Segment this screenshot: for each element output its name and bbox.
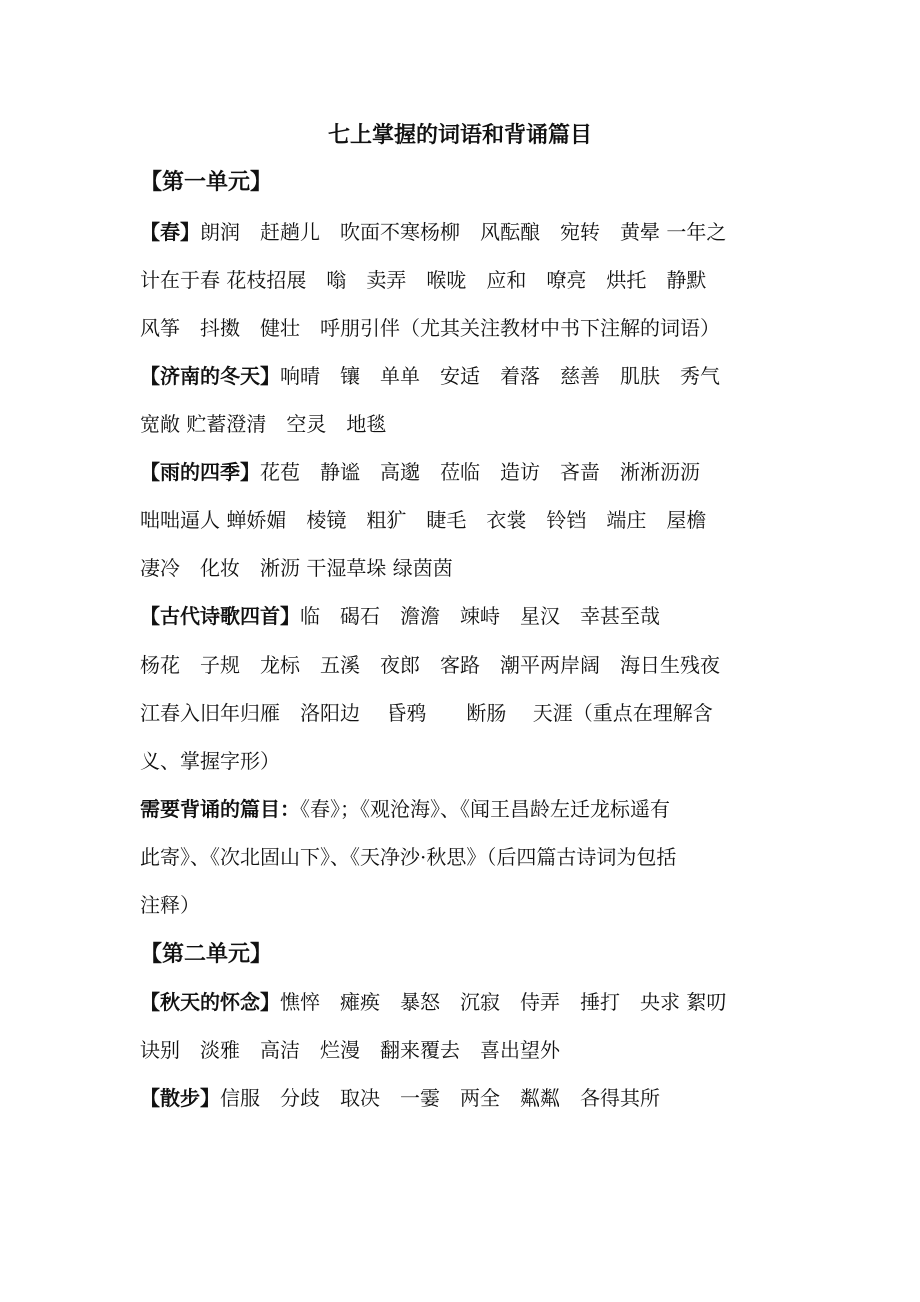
entry-yu-label: 【雨的四季】 [140, 460, 260, 484]
entry-qiutian-line-1 [140, 986, 800, 1018]
entry-gudai-line-4: 义、掌握字形） [140, 749, 280, 773]
entry-yu-line-1 [140, 456, 800, 488]
entry-chun-words: 朗润 赶趟儿 吹面不寒杨柳 风酝酿 宛转 黄晕 一年之 [200, 220, 727, 244]
entry-chun-line-3: 风筝 抖擞 健壮 呼朋引伴（尤其关注教材中书下注解的词语） [140, 316, 720, 340]
recite-label: 需要背诵的篇目： [140, 797, 300, 821]
entry-chun-line-2: 计在于春 花枝招展 嗡 卖弄 喉咙 应和 嘹亮 烘托 静默 [140, 268, 707, 292]
entry-qiutian-line-2: 诀别 淡雅 高洁 烂漫 翻来覆去 喜出望外 [140, 1038, 560, 1062]
entry-gudai-line-1 [140, 600, 800, 632]
recite-line-3: 注释） [140, 893, 200, 917]
entry-jinan-words: 响晴 镶 单单 安适 着落 慈善 肌肤 秀气 [280, 364, 720, 388]
unit-1-heading: 【第一单元】 [140, 169, 273, 195]
entry-sanbu-line-1 [140, 1082, 800, 1114]
entry-gudai-label: 【古代诗歌四首】 [140, 604, 300, 628]
entry-yu-words: 花苞 静谧 高邈 莅临 造访 吝啬 淅淅沥沥 [260, 460, 700, 484]
unit-2-heading: 【第二单元】 [140, 941, 273, 967]
recite-line-1 [140, 793, 800, 825]
entry-gudai-words: 临 碣石 澹澹 竦峙 星汉 幸甚至哉 [300, 604, 660, 628]
entry-chun-label: 【春】 [140, 220, 200, 244]
entry-qiutian-label: 【秋天的怀念】 [140, 990, 280, 1014]
entry-sanbu-words: 信服 分歧 取决 一霎 两全 粼粼 各得其所 [220, 1086, 660, 1110]
entry-jinan-label: 【济南的冬天】 [140, 364, 280, 388]
entry-jinan-line-1 [140, 360, 800, 392]
recite-line-2: 此寄》、《次北固山下》、《天净沙·秋思》（后四篇古诗词为包括 [140, 845, 677, 869]
page-title: 七上掌握的词语和背诵篇目 [327, 122, 592, 148]
entry-jinan-line-2: 宽敞 贮蓄澄清 空灵 地毯 [140, 412, 387, 436]
entry-sanbu-label: 【散步】 [140, 1086, 220, 1110]
entry-yu-line-3: 凄冷 化妆 淅沥 干湿草垛 绿茵茵 [140, 556, 453, 580]
entry-gudai-line-2: 杨花 子规 龙标 五溪 夜郎 客路 潮平两岸阔 海日生残夜 [140, 653, 720, 677]
entry-qiutian-words: 憔悴 瘫痪 暴怒 沉寂 侍弄 捶打 央求 絮叨 [280, 990, 727, 1014]
recite-list: 《春》；《观沧海》、《闻王昌龄左迁龙标遥有 [300, 797, 670, 821]
entry-chun-line-1 [140, 216, 800, 248]
entry-gudai-line-3: 江春入旧年归雁 洛阳边 昏鸦 断肠 天涯（重点在理解含 [140, 701, 713, 725]
entry-yu-line-2: 咄咄逼人 蝉娇媚 棱镜 粗犷 睫毛 衣裳 铃铛 端庄 屋檐 [140, 508, 707, 532]
